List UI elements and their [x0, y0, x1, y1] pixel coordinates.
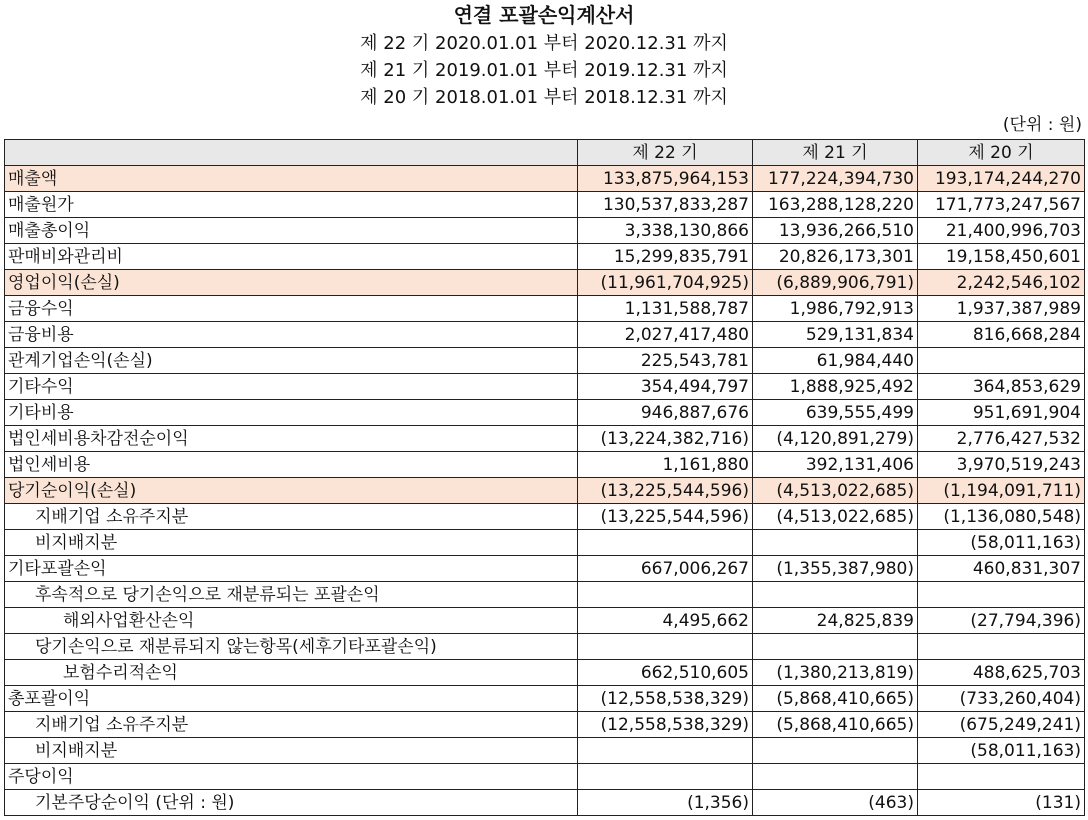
table-row	[5, 660, 1085, 686]
column-header-20: 제 20 기	[918, 140, 1085, 166]
value-21	[753, 530, 918, 556]
header-row	[5, 140, 1085, 166]
value-22: 3,338,130,866	[578, 218, 753, 244]
statement-rows	[5, 166, 1085, 816]
value-21: (4,513,022,685)	[753, 504, 918, 530]
table-row	[5, 530, 1085, 556]
statement-title: 연결 포괄손익계산서	[453, 3, 635, 27]
table-row	[5, 478, 1085, 504]
value-21: (1,355,387,980)	[753, 556, 918, 582]
value-22: 130,537,833,287	[578, 192, 753, 218]
value-22: 946,887,676	[578, 400, 753, 426]
table-row	[5, 556, 1085, 582]
value-21: (6,889,906,791)	[753, 270, 918, 296]
unit-label: (단위 : 원)	[1002, 115, 1082, 135]
value-21: (463)	[753, 790, 918, 816]
value-21: 639,555,499	[753, 400, 918, 426]
value-22: 4,495,662	[578, 608, 753, 634]
value-20: 951,691,904	[918, 400, 1085, 426]
value-21: (4,120,891,279)	[753, 426, 918, 452]
value-22: (13,225,544,596)	[578, 504, 753, 530]
row-label: 비지배지분	[5, 530, 578, 556]
value-21	[753, 634, 918, 660]
table-row	[5, 192, 1085, 218]
row-label: 매출액	[5, 166, 578, 192]
value-22: (13,224,382,716)	[578, 426, 753, 452]
value-22: (12,558,538,329)	[578, 686, 753, 712]
row-label: 후속적으로 당기손익으로 재분류되는 포괄손익	[5, 582, 578, 608]
value-22: 1,131,588,787	[578, 296, 753, 322]
value-20: 3,970,519,243	[918, 452, 1085, 478]
table-row	[5, 322, 1085, 348]
value-20	[918, 634, 1085, 660]
table-row	[5, 166, 1085, 192]
table-row	[5, 244, 1085, 270]
value-20: 21,400,996,703	[918, 218, 1085, 244]
value-20: (58,011,163)	[918, 530, 1085, 556]
value-22: 15,299,835,791	[578, 244, 753, 270]
row-label: 관계기업손익(손실)	[5, 348, 578, 374]
value-21: (5,868,410,665)	[753, 686, 918, 712]
row-label: 기타비용	[5, 400, 578, 426]
value-21: 13,936,266,510	[753, 218, 918, 244]
value-21: 20,826,173,301	[753, 244, 918, 270]
table-row	[5, 400, 1085, 426]
value-20: (58,011,163)	[918, 738, 1085, 764]
row-label: 기타수익	[5, 374, 578, 400]
value-21: 177,224,394,730	[753, 166, 918, 192]
value-21: (1,380,213,819)	[753, 660, 918, 686]
table-row	[5, 348, 1085, 374]
row-label: 당기순이익(손실)	[5, 478, 578, 504]
value-22	[578, 582, 753, 608]
table-row	[5, 452, 1085, 478]
period-line-21: 제 21 기 2019.01.01 부터 2019.12.31 까지	[360, 60, 728, 81]
value-21	[753, 738, 918, 764]
value-22	[578, 530, 753, 556]
value-21: 529,131,834	[753, 322, 918, 348]
value-20: 816,668,284	[918, 322, 1085, 348]
value-21: 163,288,128,220	[753, 192, 918, 218]
table-row	[5, 504, 1085, 530]
table-row	[5, 686, 1085, 712]
value-20	[918, 582, 1085, 608]
table-row	[5, 296, 1085, 322]
table-row	[5, 270, 1085, 296]
value-22: 1,161,880	[578, 452, 753, 478]
value-20	[918, 348, 1085, 374]
value-20: 171,773,247,567	[918, 192, 1085, 218]
header-corner-cell	[5, 140, 578, 166]
value-22: 133,875,964,153	[578, 166, 753, 192]
value-22: 354,494,797	[578, 374, 753, 400]
value-20: 1,937,387,989	[918, 296, 1085, 322]
value-22: 2,027,417,480	[578, 322, 753, 348]
table-row	[5, 634, 1085, 660]
row-label: 해외사업환산손익	[5, 608, 578, 634]
column-header-22: 제 22 기	[578, 140, 753, 166]
table-row	[5, 764, 1085, 790]
value-22	[578, 634, 753, 660]
column-header-21: 제 21 기	[753, 140, 918, 166]
table-row	[5, 374, 1085, 400]
value-20: 364,853,629	[918, 374, 1085, 400]
value-20: 460,831,307	[918, 556, 1085, 582]
row-label: 기본주당순이익 (단위 : 원)	[5, 790, 578, 816]
row-label: 비지배지분	[5, 738, 578, 764]
period-line-20: 제 20 기 2018.01.01 부터 2018.12.31 까지	[360, 87, 728, 108]
row-label: 당기손익으로 재분류되지 않는항목(세후기타포괄손익)	[5, 634, 578, 660]
table-row	[5, 790, 1085, 816]
table-row	[5, 218, 1085, 244]
value-21: (4,513,022,685)	[753, 478, 918, 504]
row-label: 법인세비용차감전순이익	[5, 426, 578, 452]
value-20: (1,136,080,548)	[918, 504, 1085, 530]
value-20: (675,249,241)	[918, 712, 1085, 738]
value-22: 662,510,605	[578, 660, 753, 686]
value-20: (733,260,404)	[918, 686, 1085, 712]
value-20: 19,158,450,601	[918, 244, 1085, 270]
value-20: 2,776,427,532	[918, 426, 1085, 452]
row-label: 지배기업 소유주지분	[5, 712, 578, 738]
table-row	[5, 608, 1085, 634]
period-line-22: 제 22 기 2020.01.01 부터 2020.12.31 까지	[360, 33, 728, 54]
row-label: 기타포괄손익	[5, 556, 578, 582]
row-label: 지배기업 소유주지분	[5, 504, 578, 530]
row-label: 매출원가	[5, 192, 578, 218]
income-statement-table	[4, 139, 1085, 816]
value-21	[753, 764, 918, 790]
value-22: 225,543,781	[578, 348, 753, 374]
value-20: 193,174,244,270	[918, 166, 1085, 192]
table-row	[5, 582, 1085, 608]
row-label: 영업이익(손실)	[5, 270, 578, 296]
value-22: (12,558,538,329)	[578, 712, 753, 738]
value-21: 1,986,792,913	[753, 296, 918, 322]
row-label: 금융수익	[5, 296, 578, 322]
value-21: 392,131,406	[753, 452, 918, 478]
value-21	[753, 582, 918, 608]
value-22	[578, 764, 753, 790]
value-22	[578, 738, 753, 764]
row-label: 주당이익	[5, 764, 578, 790]
value-22: (1,356)	[578, 790, 753, 816]
value-21: 24,825,839	[753, 608, 918, 634]
row-label: 판매비와관리비	[5, 244, 578, 270]
value-22: 667,006,267	[578, 556, 753, 582]
table-row	[5, 712, 1085, 738]
table-row	[5, 738, 1085, 764]
value-21: 61,984,440	[753, 348, 918, 374]
value-20: 488,625,703	[918, 660, 1085, 686]
row-label: 금융비용	[5, 322, 578, 348]
value-21: (5,868,410,665)	[753, 712, 918, 738]
table-row	[5, 426, 1085, 452]
value-20: (1,194,091,711)	[918, 478, 1085, 504]
row-label: 매출총이익	[5, 218, 578, 244]
value-20: (131)	[918, 790, 1085, 816]
value-22: (11,961,704,925)	[578, 270, 753, 296]
value-20	[918, 764, 1085, 790]
value-20: (27,794,396)	[918, 608, 1085, 634]
value-21: 1,888,925,492	[753, 374, 918, 400]
value-22: (13,225,544,596)	[578, 478, 753, 504]
row-label: 총포괄이익	[5, 686, 578, 712]
value-20: 2,242,546,102	[918, 270, 1085, 296]
row-label: 법인세비용	[5, 452, 578, 478]
row-label: 보험수리적손익	[5, 660, 578, 686]
